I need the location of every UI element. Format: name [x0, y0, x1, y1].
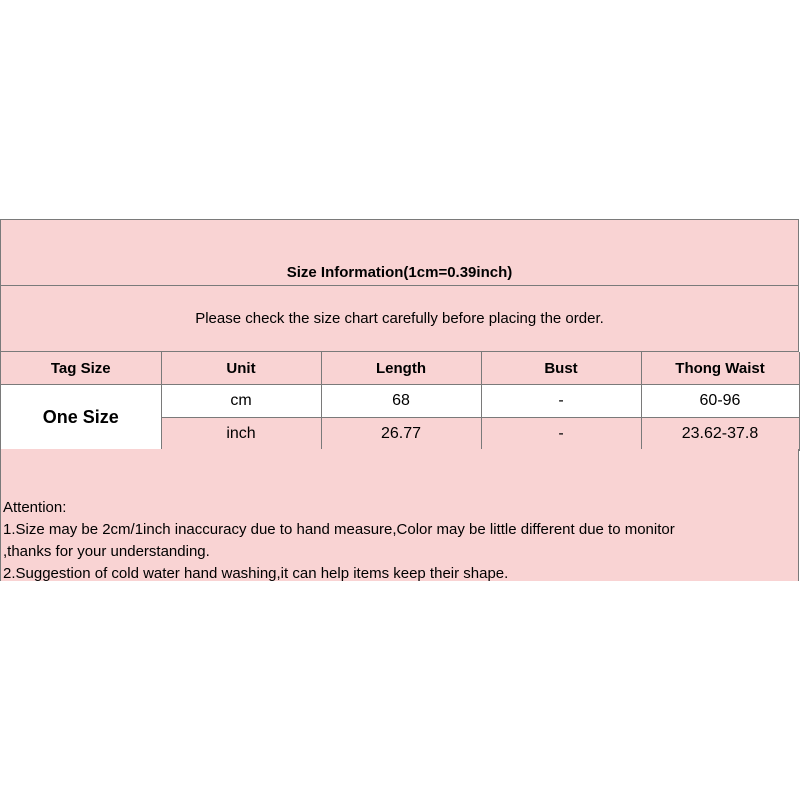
- attention-line: 2.Suggestion of cold water hand washing,it can help items keep their shape.: [3, 565, 509, 582]
- attention-line: 1.Size may be 2cm/1inch inaccuracy due to hand measure,Color may be little different due to monitor: [3, 521, 675, 538]
- table-row: [1, 385, 799, 418]
- thong-waist-cell: 60-96: [641, 385, 799, 418]
- unit-cell: cm: [161, 385, 321, 418]
- length-cell: 26.77: [321, 418, 481, 451]
- thong-waist-cell: 23.62-37.8: [641, 418, 799, 451]
- header-unit: Unit: [161, 352, 321, 385]
- table-header-row: [1, 352, 799, 385]
- header-tag-size: Tag Size: [1, 352, 161, 385]
- notice-row: [1, 286, 799, 352]
- unit-cell: inch: [161, 418, 321, 451]
- size-table: [1, 352, 800, 451]
- attention-row: [1, 449, 799, 581]
- tag-size-value: One Size: [1, 385, 161, 451]
- header-thong-waist: Thong Waist: [641, 352, 799, 385]
- size-chart-sheet: [0, 219, 799, 581]
- length-cell: 68: [321, 385, 481, 418]
- attention-line: ,thanks for your understanding.: [3, 543, 210, 560]
- attention-heading: Attention:: [3, 499, 67, 516]
- size-notice: Please check the size chart carefully before placing the order.: [195, 310, 604, 327]
- size-chart-title: Size Information(1cm=0.39inch): [286, 264, 513, 281]
- attention-notes: [3, 497, 675, 585]
- bust-cell: -: [481, 418, 641, 451]
- title-row: [1, 220, 799, 286]
- header-length: Length: [321, 352, 481, 385]
- bust-cell: -: [481, 385, 641, 418]
- header-bust: Bust: [481, 352, 641, 385]
